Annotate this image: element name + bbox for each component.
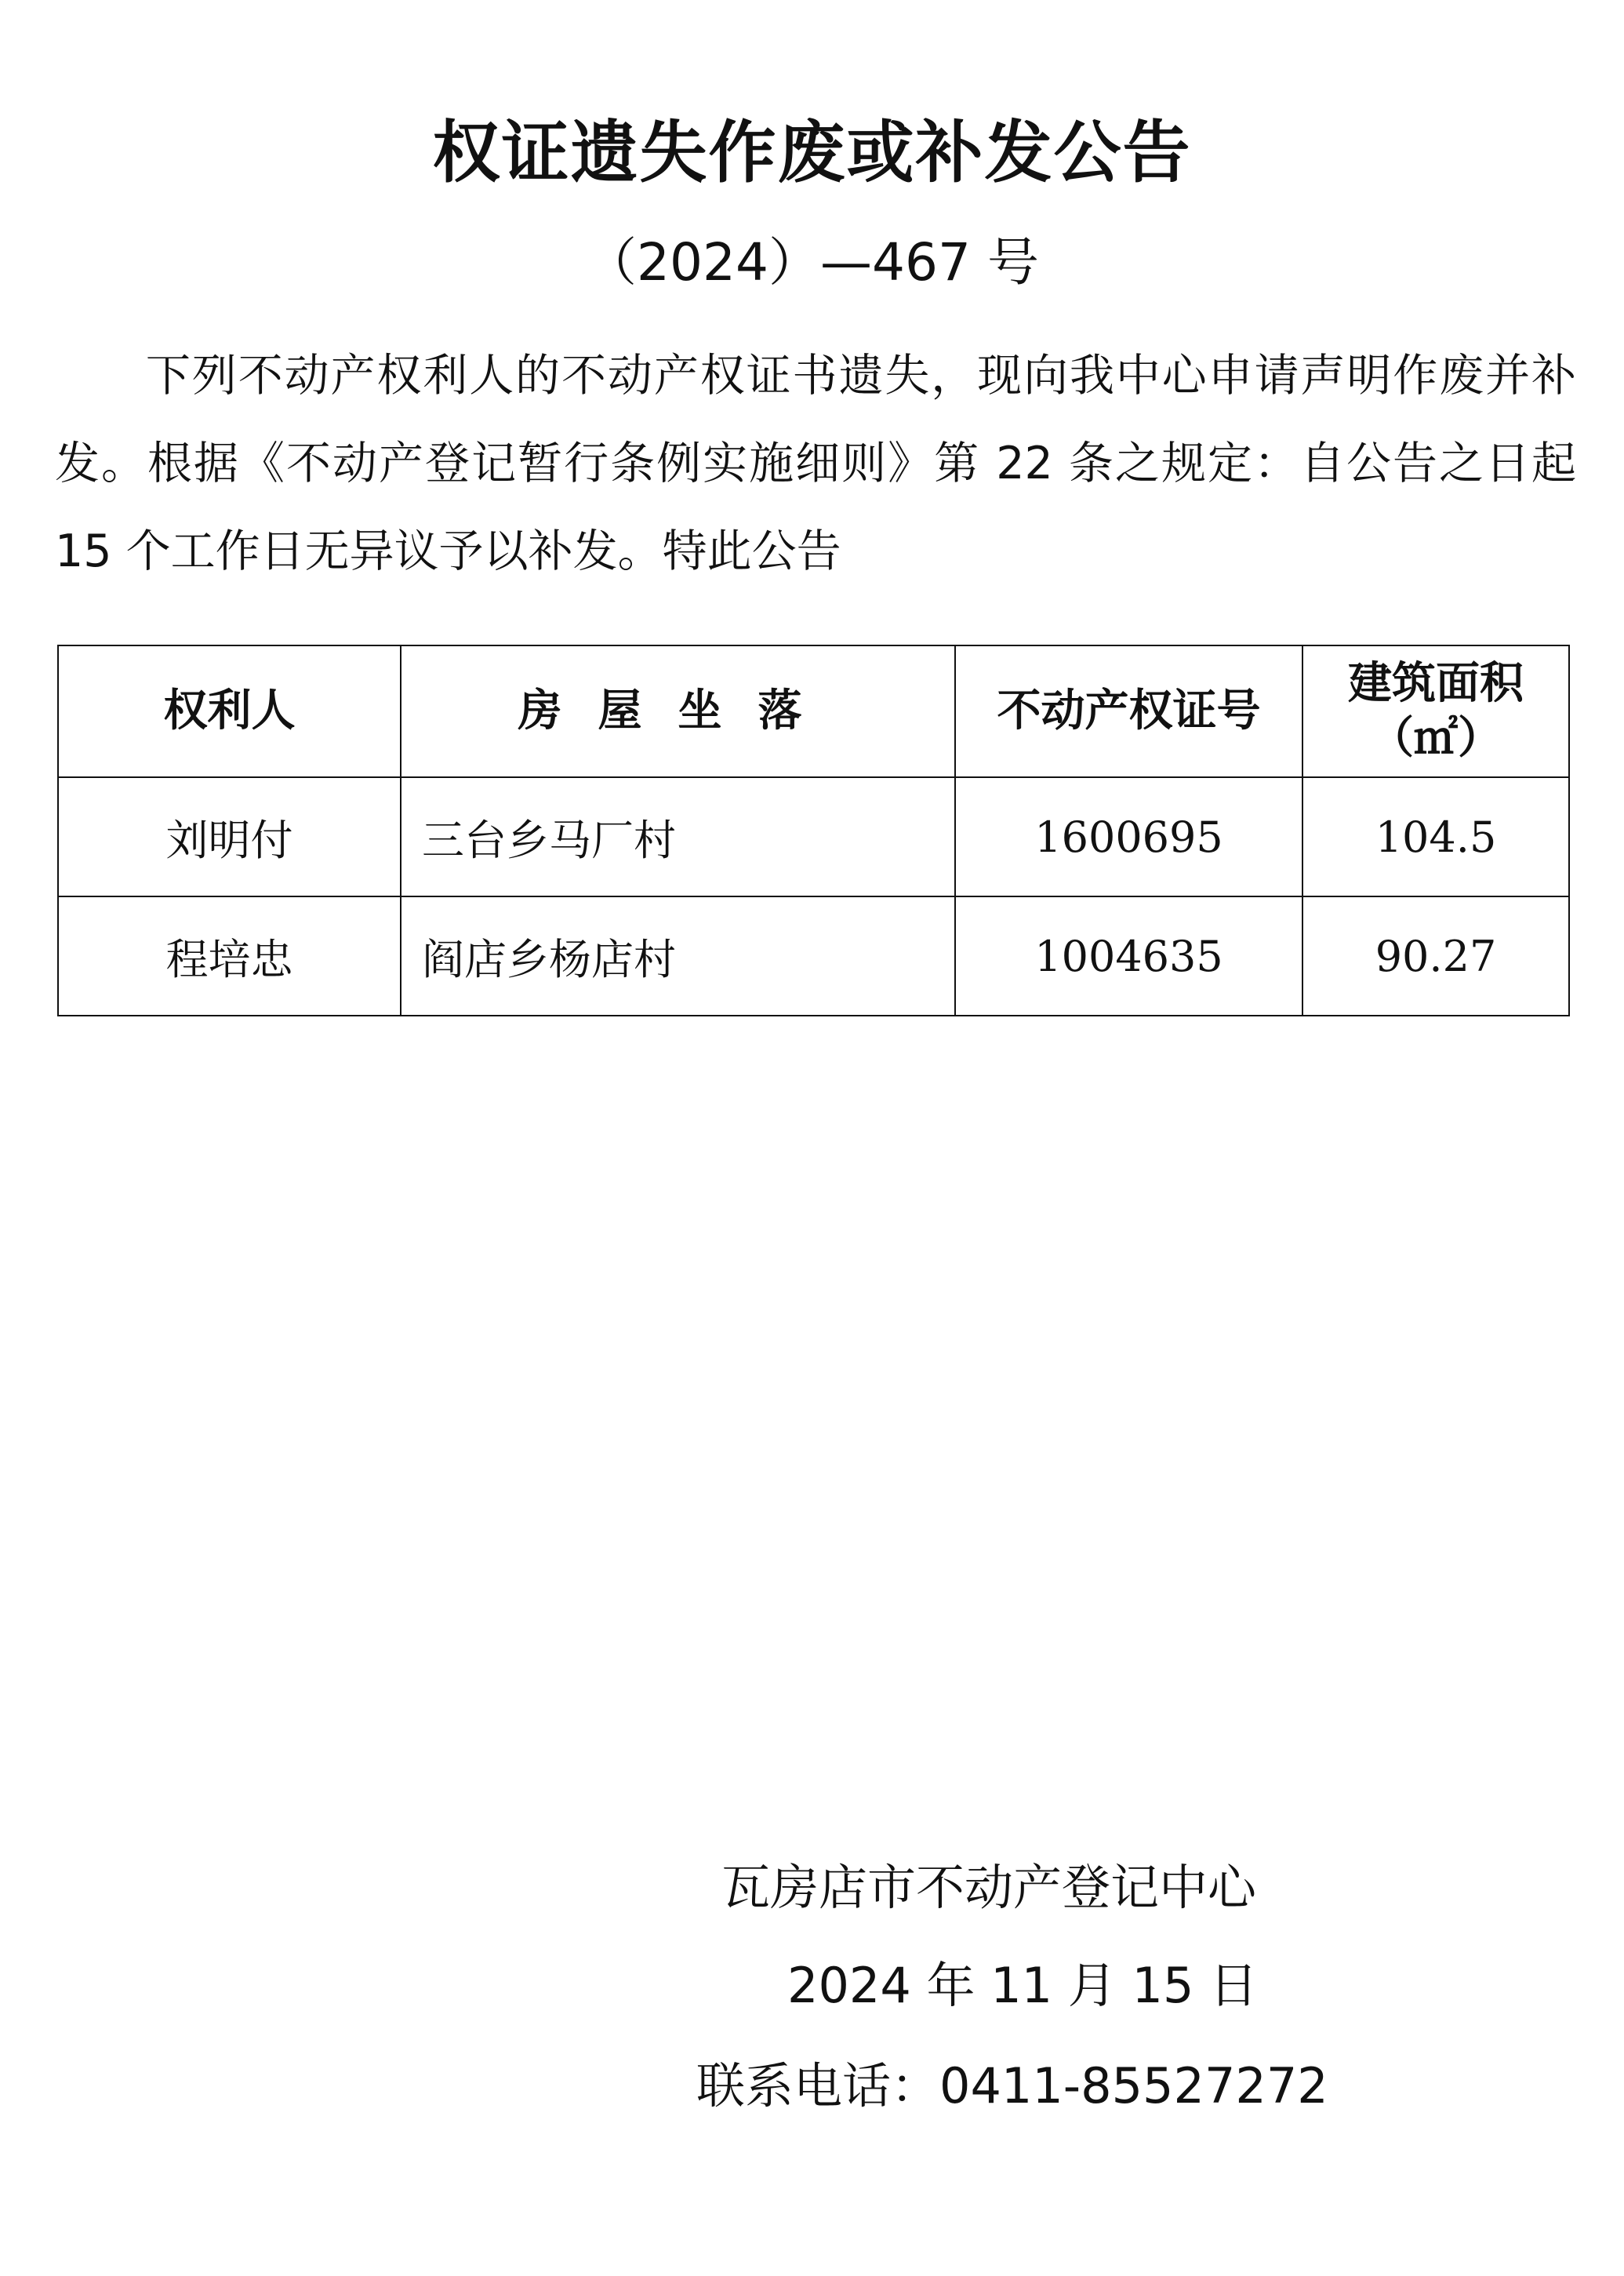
table-header-row bbox=[58, 645, 1569, 777]
header-area-label: 建筑面积 bbox=[1348, 658, 1524, 709]
table-row bbox=[58, 777, 1569, 896]
issuer-name: 瓦房店市不动产登记中心 bbox=[721, 1859, 1257, 1916]
lost-certificate-table bbox=[57, 645, 1570, 1016]
header-location: 房屋坐落 bbox=[401, 645, 955, 777]
cell-location: 三台乡马厂村 bbox=[401, 777, 955, 896]
cell-area: 90.27 bbox=[1302, 896, 1569, 1016]
notice-title: 权证遗失作废或补发公告 bbox=[432, 114, 1192, 192]
header-area-unit: （㎡） bbox=[1370, 713, 1502, 764]
notice-body bbox=[55, 332, 1576, 595]
header-holder: 权利人 bbox=[58, 645, 401, 777]
header-cert-no: 不动产权证号 bbox=[955, 645, 1302, 777]
cell-holder: 刘明付 bbox=[58, 777, 401, 896]
header-area bbox=[1302, 645, 1569, 777]
cell-cert-no: 1600695 bbox=[955, 777, 1302, 896]
notice-number: （2024）—467 号 bbox=[585, 232, 1039, 293]
notice-body-text: 下列不动产权利人的不动产权证书遗失，现向我中心申请声明作废并补发。根据《不动产登记暂行条例实施细则》第 22 条之规定：自公告之日起 15 个工作日无异议予以补发。特此公告 bbox=[55, 350, 1576, 577]
cell-holder: 程培忠 bbox=[58, 896, 401, 1016]
cell-area: 104.5 bbox=[1302, 777, 1569, 896]
cell-location: 阎店乡杨店村 bbox=[401, 896, 955, 1016]
table-row bbox=[58, 896, 1569, 1016]
issue-date: 2024 年 11 月 15 日 bbox=[787, 1957, 1259, 2014]
cell-cert-no: 1004635 bbox=[955, 896, 1302, 1016]
contact-phone: 联系电话：0411-85527272 bbox=[696, 2057, 1328, 2114]
